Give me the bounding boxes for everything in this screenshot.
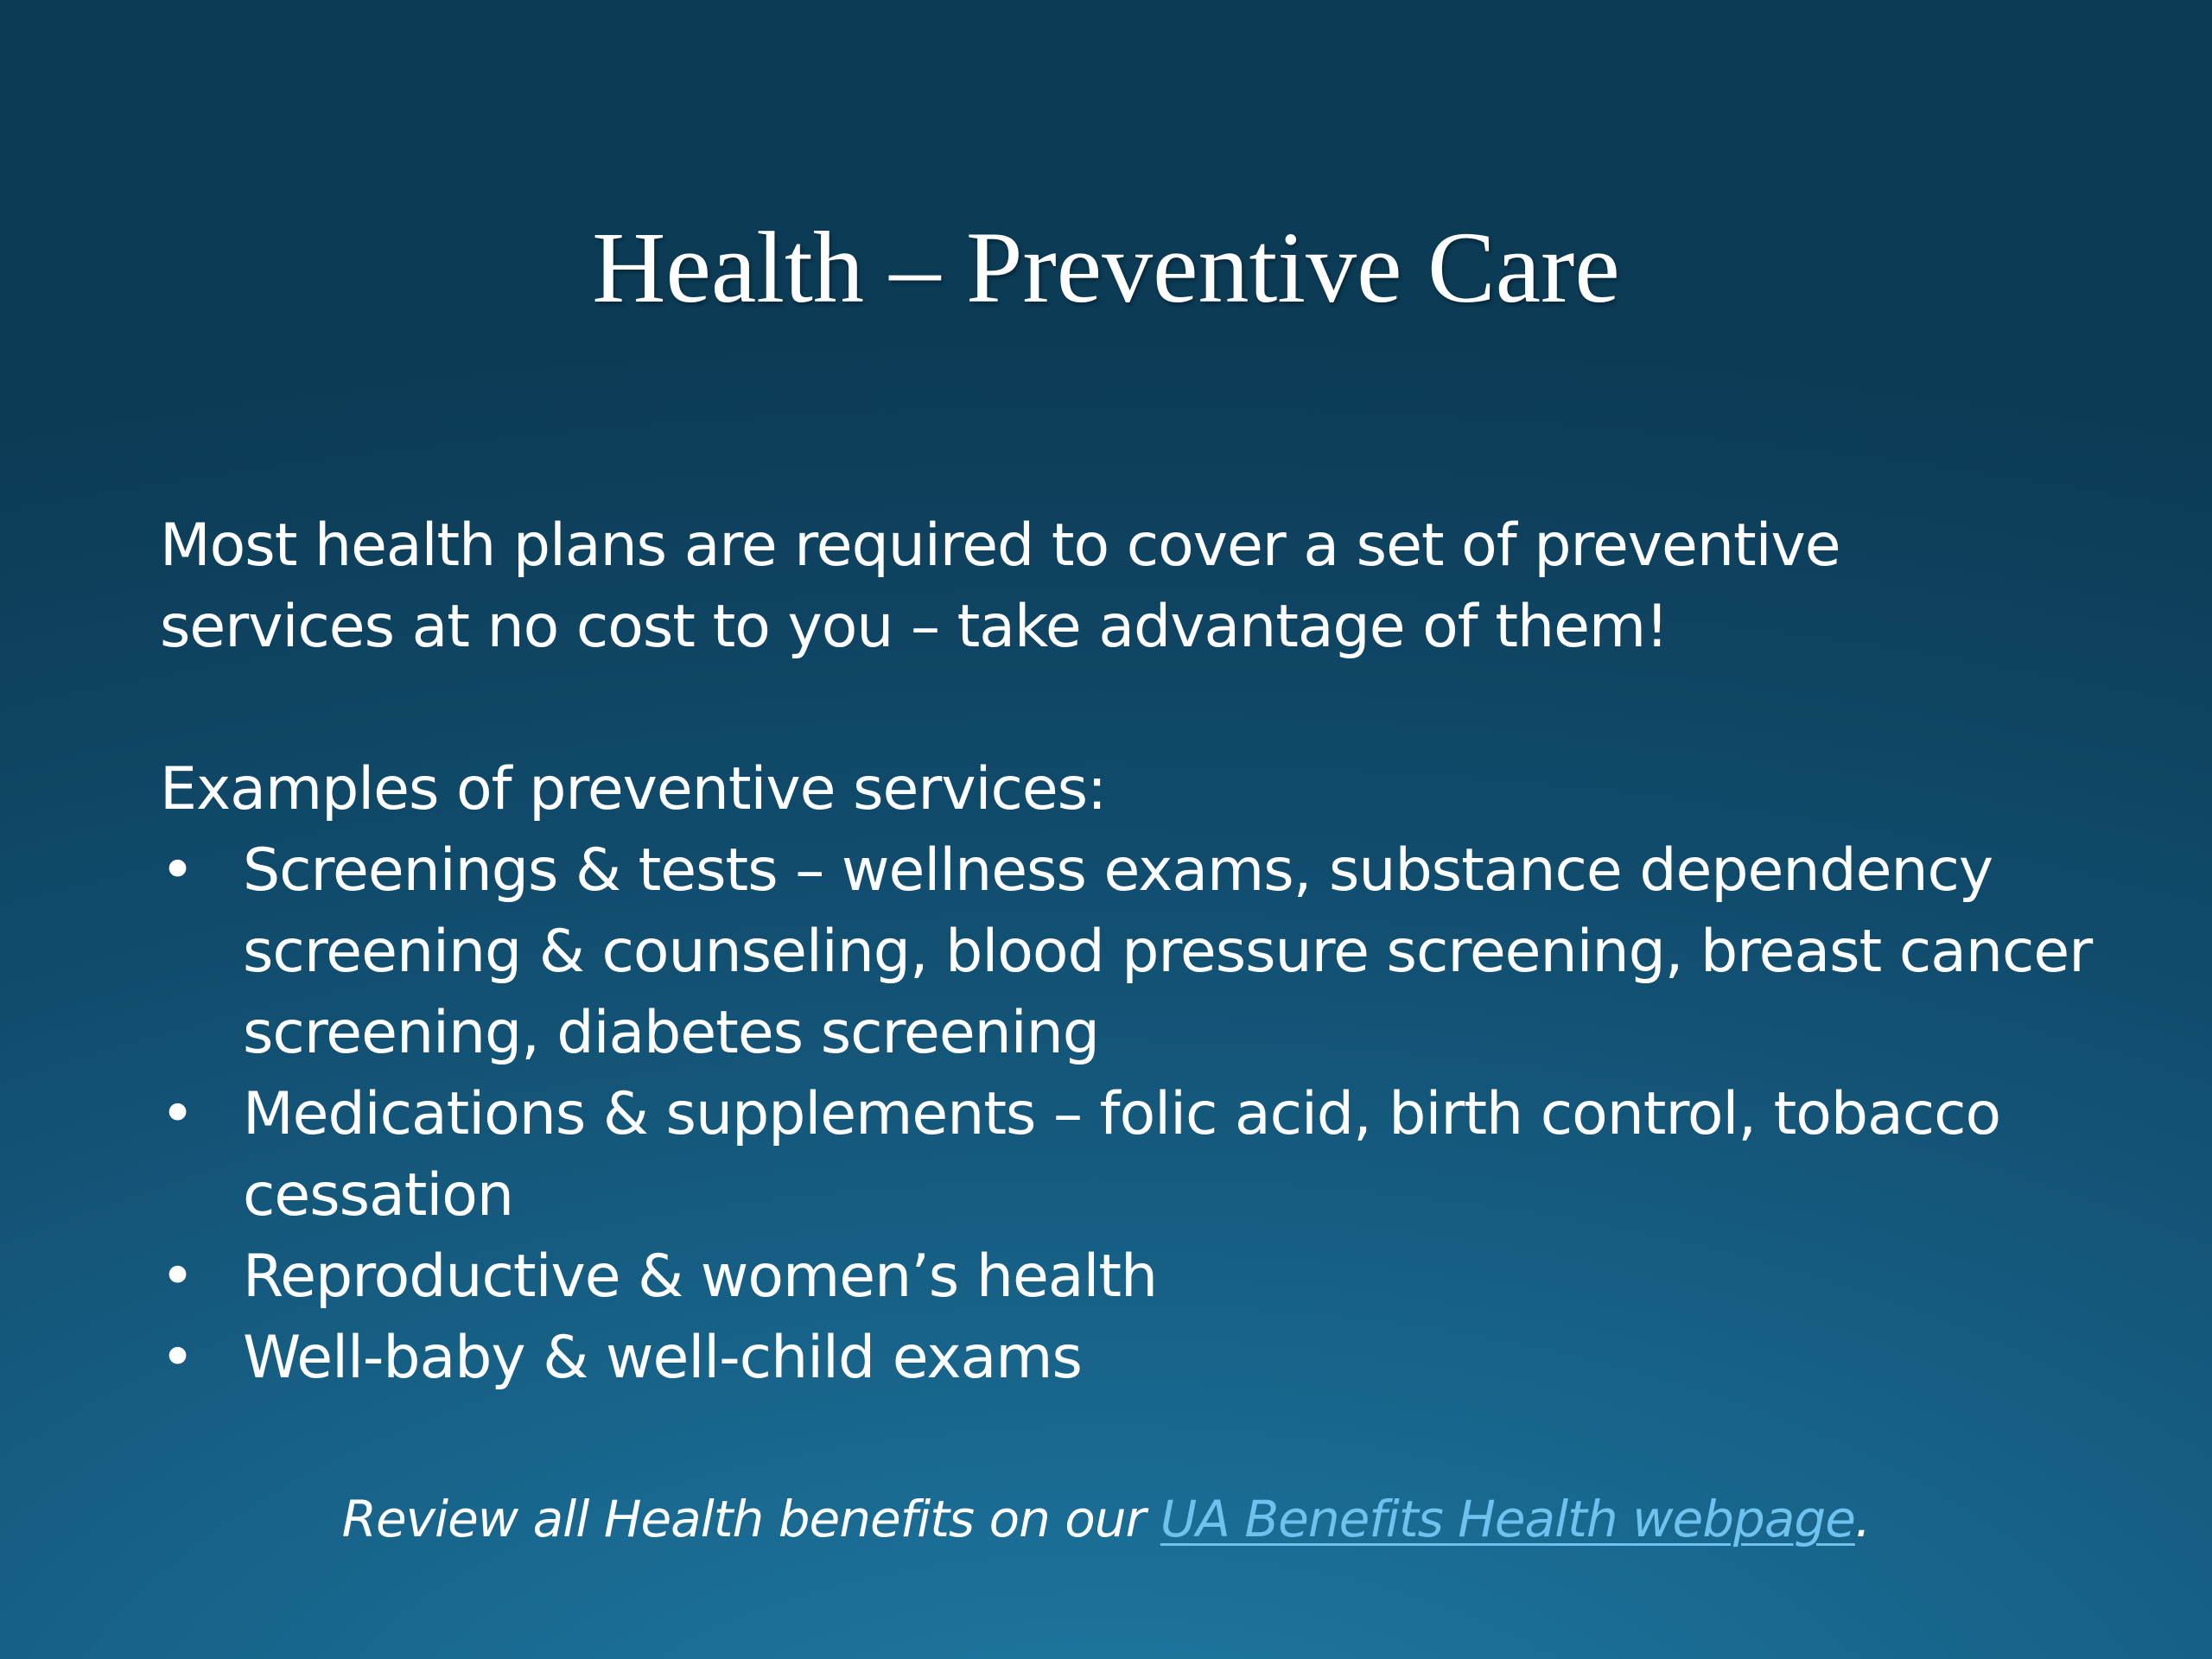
slide-title: Health – Preventive Care — [592, 211, 1620, 324]
bullet-icon: • — [160, 1324, 194, 1392]
bullet-icon: • — [160, 1243, 194, 1311]
footer-note — [0, 1480, 2212, 1558]
intro-paragraph: Most health plans are required to cover a set of preventive services at no cost to you – take advantage of them! — [160, 512, 1840, 661]
slide-body — [160, 505, 2095, 1399]
list-item — [160, 830, 2095, 1074]
bullet-icon: • — [160, 836, 194, 905]
list-item — [160, 1074, 2095, 1236]
paragraph-spacer — [160, 668, 2095, 749]
examples-label: Examples of preventive services: — [160, 755, 1107, 823]
benefits-health-webpage-link[interactable]: UA Benefits Health webpage — [1160, 1490, 1855, 1548]
list-item — [160, 1236, 2095, 1318]
list-item-text: Medications & supplements – folic acid, birth control, tobacco cessation — [243, 1080, 2001, 1230]
preventive-services-list — [160, 830, 2095, 1399]
footer-suffix: . — [1854, 1490, 1871, 1548]
bullet-icon: • — [160, 1080, 194, 1148]
list-item-text: Well-baby & well-child exams — [243, 1324, 1082, 1392]
footer-prefix: Review all Health benefits on our — [341, 1490, 1160, 1548]
list-item-text: Screenings & tests – wellness exams, substance dependency screening & counseling, blood pressure screening, breast cancer screening, diabetes screening — [243, 836, 2093, 1067]
list-item — [160, 1318, 2095, 1399]
list-item-text: Reproductive & women’s health — [243, 1243, 1158, 1311]
